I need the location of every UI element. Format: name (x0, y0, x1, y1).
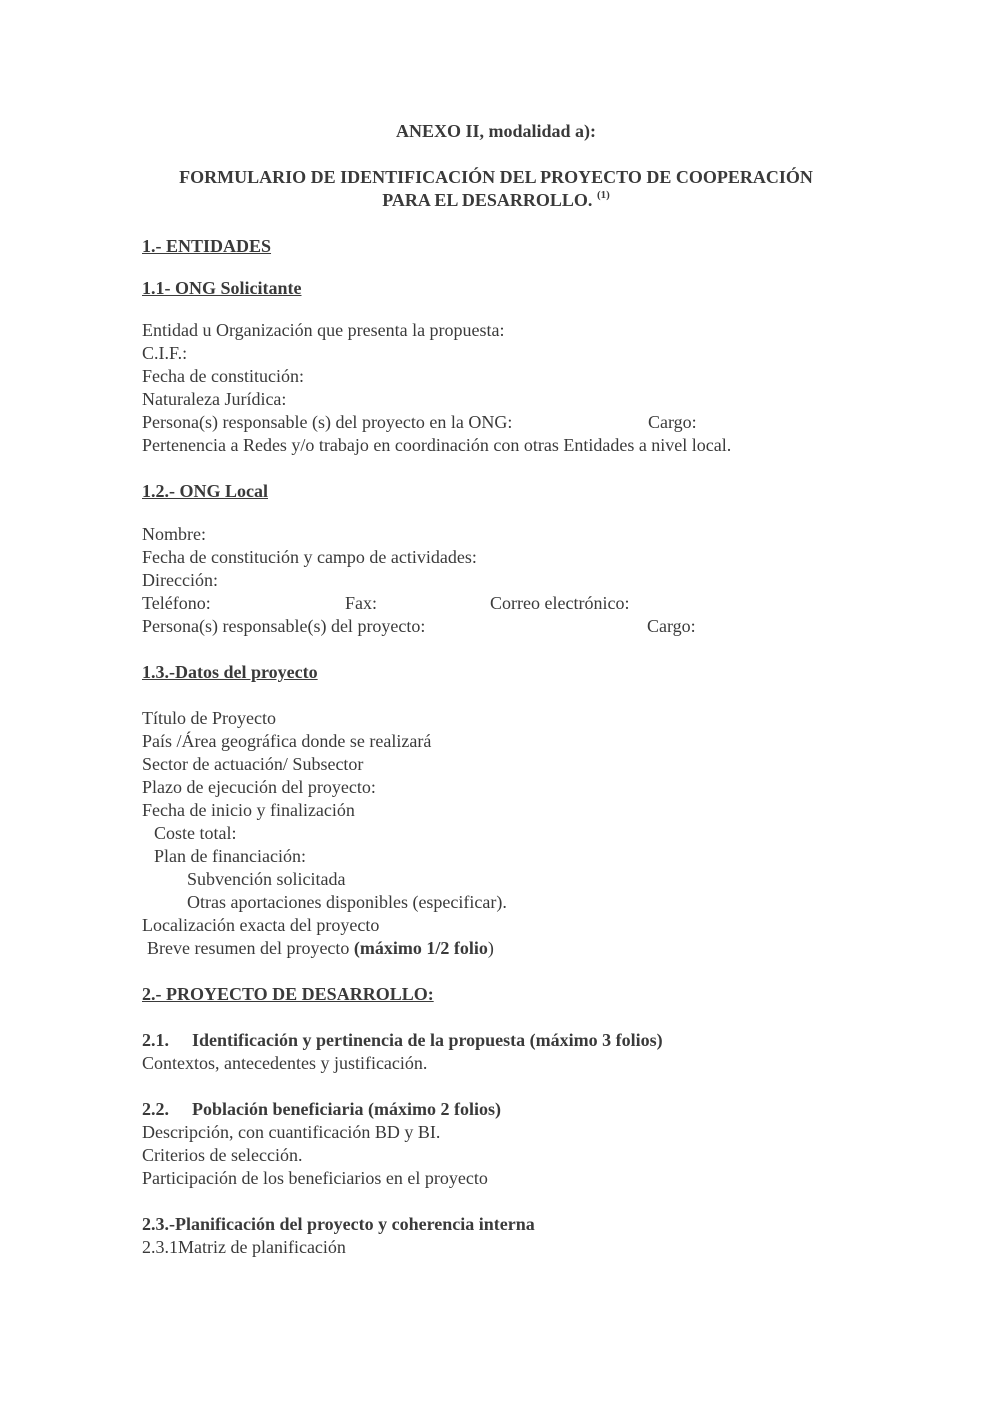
section2-2-title: Población beneficiaria (máximo 2 folios) (192, 1099, 501, 1119)
section2-1-number: 2.1. (142, 1030, 169, 1050)
footnote-mark: (1) (596, 189, 610, 201)
subsidy-label: Subvención solicitada (187, 869, 346, 889)
section2-3-1-label: 2.3.1Matriz de planificación (142, 1237, 346, 1257)
other-contributions-label: Otras aportaciones disponibles (especificar). (187, 892, 507, 912)
summary-label (147, 937, 494, 959)
section1-2-heading: 1.2.- ONG Local (142, 481, 268, 501)
local-email-label: Correo electrónico: (490, 593, 630, 613)
project-title-label: Título de Proyecto (142, 708, 276, 728)
form-title-line2-text: PARA EL DESARROLLO. (382, 190, 593, 210)
country-label: País /Área geográfica donde se realizará (142, 731, 432, 751)
local-fax-label: Fax: (345, 593, 378, 613)
local-founded-label: Fecha de constitución y campo de actividades: (142, 547, 477, 567)
cif-label: C.I.F.: (142, 343, 188, 363)
form-title-line2 (0, 189, 992, 211)
section1-heading: 1.- ENTIDADES (142, 236, 272, 256)
section2-2-criteria: Criterios de selección. (142, 1145, 303, 1165)
cost-label: Coste total: (154, 823, 237, 843)
dates-label: Fecha de inicio y finalización (142, 800, 355, 820)
founded-label: Fecha de constitución: (142, 366, 304, 386)
section2-heading: 2.- PROYECTO DE DESARROLLO: (142, 984, 434, 1004)
financing-label: Plan de financiación: (154, 846, 306, 866)
entity-label: Entidad u Organización que presenta la propuesta: (142, 320, 505, 340)
annex-heading: ANEXO II, modalidad a): (395, 121, 597, 141)
section2-1-text: Contextos, antecedentes y justificación. (142, 1053, 428, 1073)
summary-limit: (máximo 1/2 folio (353, 938, 488, 958)
local-responsible-label: Persona(s) responsable(s) del proyecto: (142, 616, 426, 636)
term-label: Plazo de ejecución del proyecto: (142, 777, 376, 797)
section1-1-heading: 1.1- ONG Solicitante (142, 278, 302, 298)
section2-1-title: Identificación y pertinencia de la propuesta (máximo 3 folios) (192, 1030, 663, 1050)
section2-3-title: 2.3.-Planificación del proyecto y coherencia interna (142, 1214, 535, 1234)
legal-nature-label: Naturaleza Jurídica: (142, 389, 287, 409)
local-phone-label: Teléfono: (142, 593, 211, 613)
summary-close: ) (487, 938, 494, 958)
sector-label: Sector de actuación/ Subsector (142, 754, 364, 774)
section2-2-participation: Participación de los beneficiarios en el proyecto (142, 1168, 488, 1188)
summary-text: Breve resumen del proyecto (147, 938, 354, 958)
form-title-line1: FORMULARIO DE IDENTIFICACIÓN DEL PROYECTO DE COOPERACIÓN (179, 167, 813, 187)
responsible-label: Persona(s) responsable (s) del proyecto en la ONG: (142, 412, 513, 432)
location-label: Localización exacta del proyecto (142, 915, 380, 935)
local-name-label: Nombre: (142, 524, 206, 544)
local-address-label: Dirección: (142, 570, 218, 590)
networks-label: Pertenencia a Redes y/o trabajo en coordinación con otras Entidades a nivel local. (142, 435, 732, 455)
section2-2-number: 2.2. (142, 1099, 169, 1119)
cargo-label: Cargo: (648, 412, 697, 432)
section2-2-description: Descripción, con cuantificación BD y BI. (142, 1122, 441, 1142)
local-cargo-label: Cargo: (647, 616, 696, 636)
section1-3-heading: 1.3.-Datos del proyecto (142, 662, 318, 682)
